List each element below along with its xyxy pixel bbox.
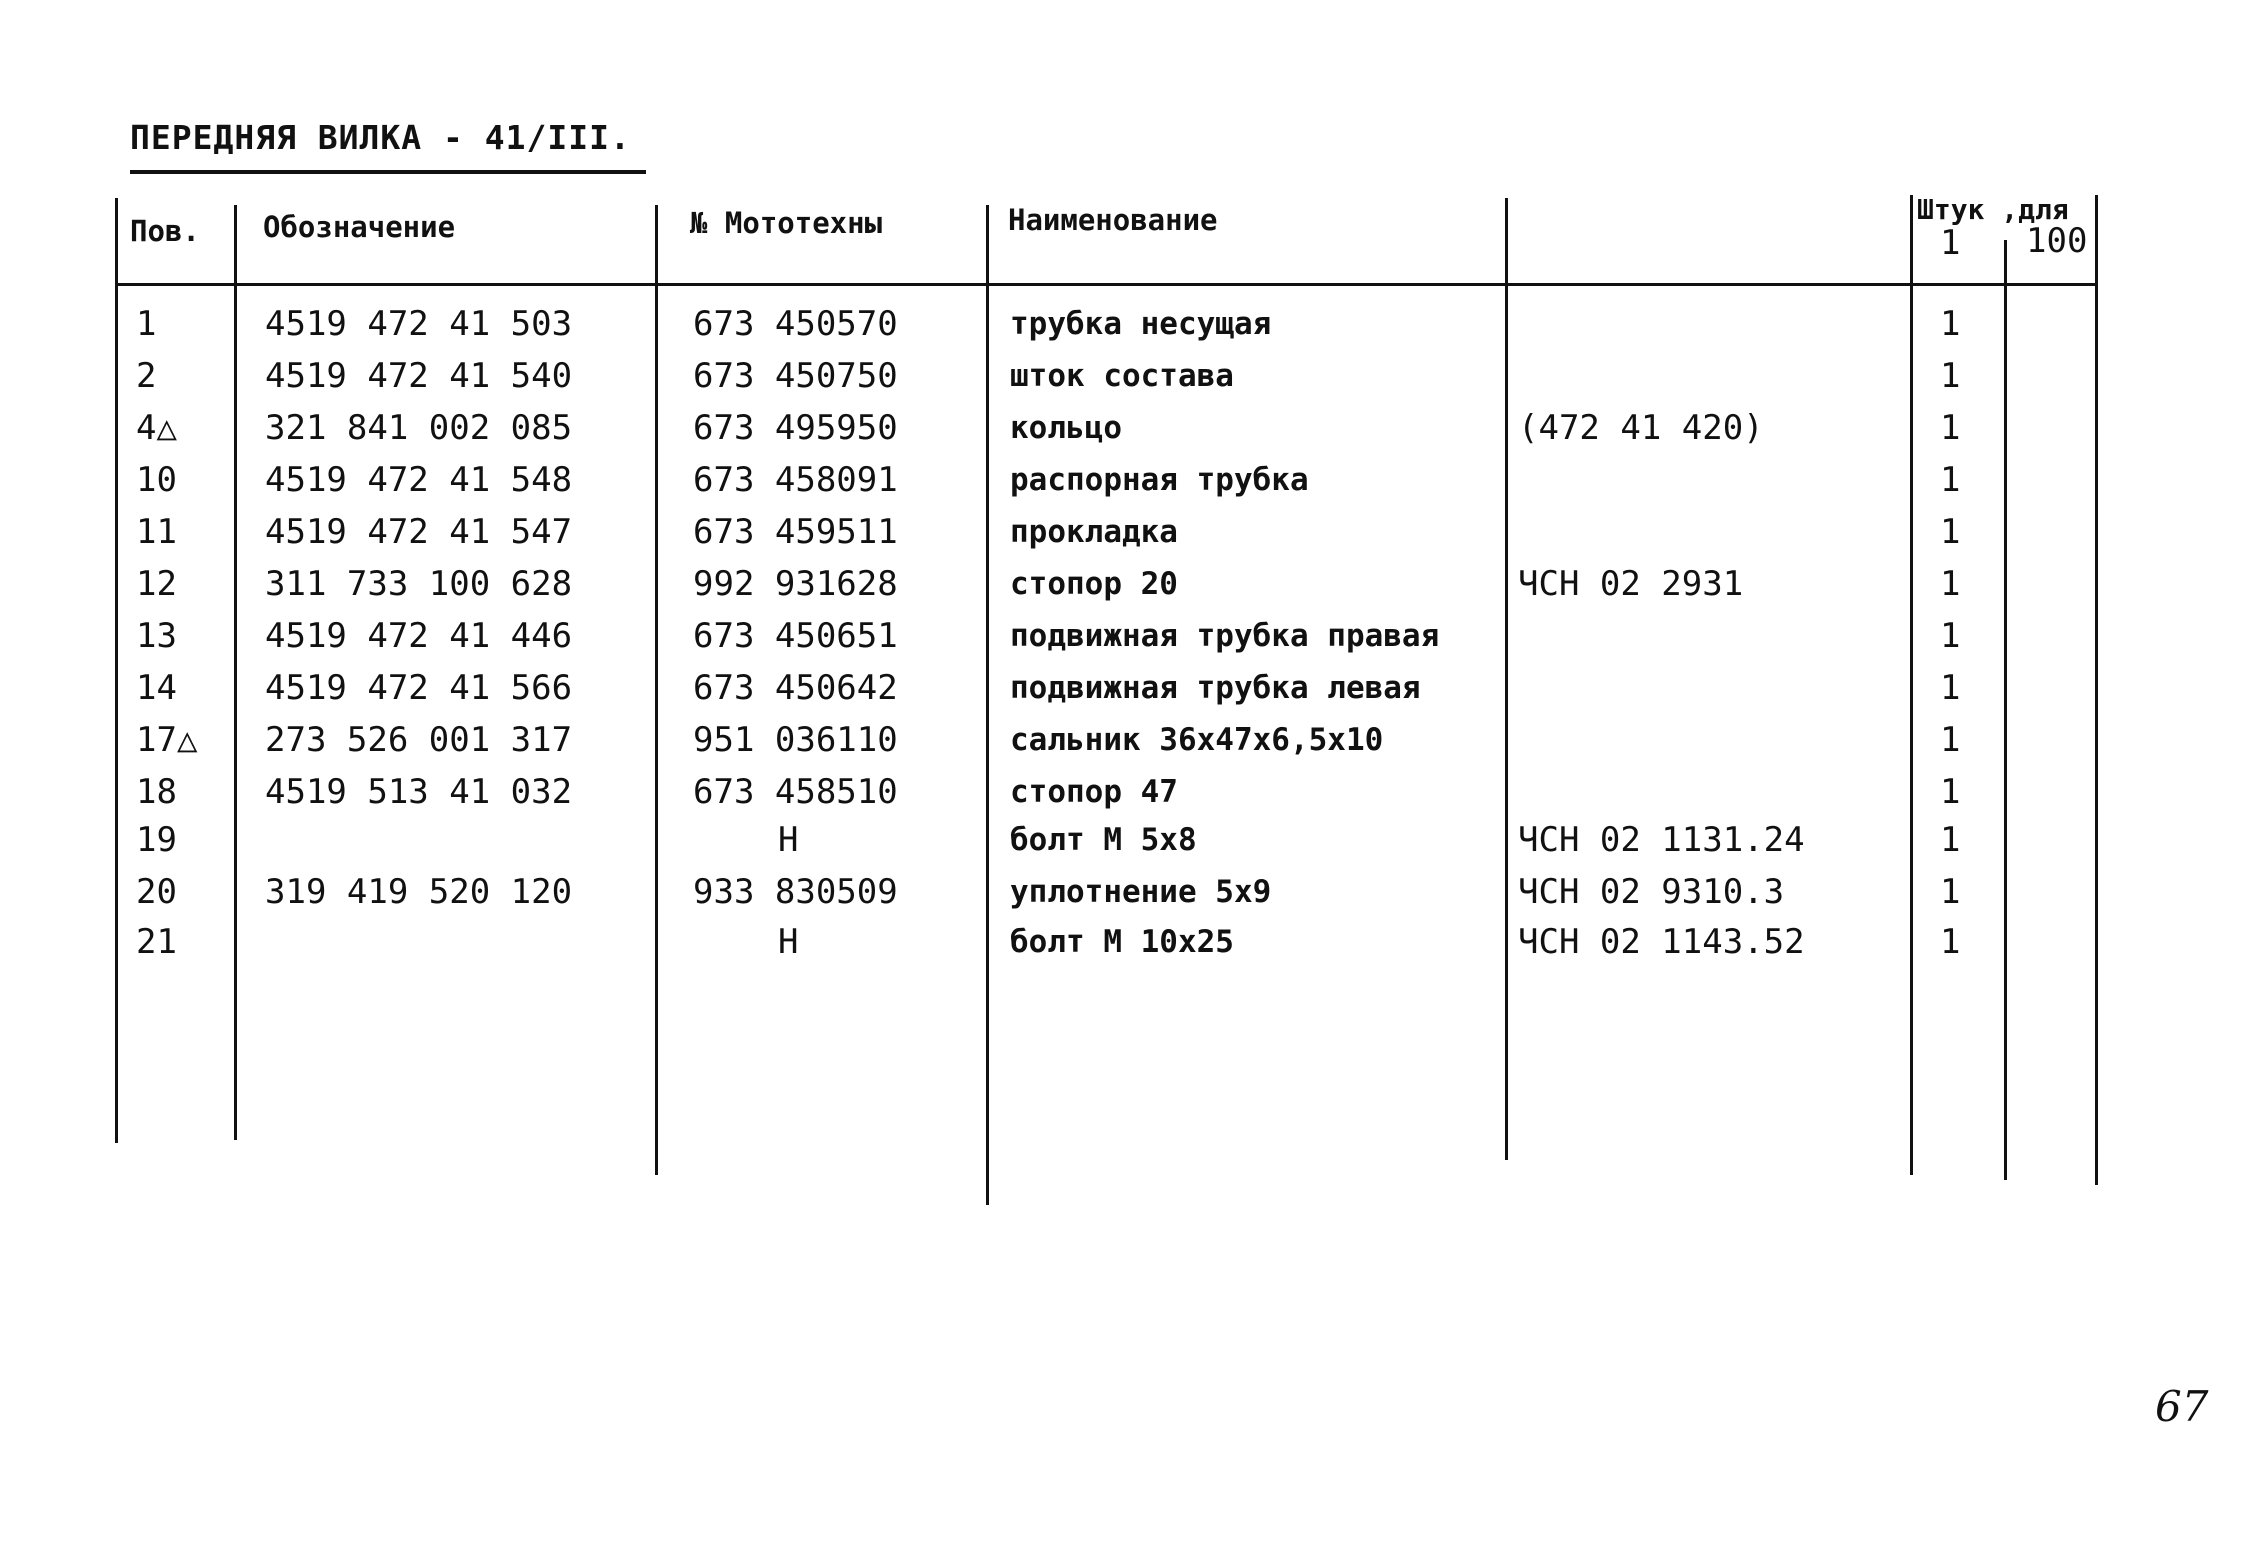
header-qty-group: Штук ,для xyxy=(1917,193,2069,226)
cell-name: распорная трубка xyxy=(1010,462,1309,498)
cell-pos: 19 xyxy=(136,820,177,860)
cell-qty-1: 1 xyxy=(1940,460,1961,500)
cell-mototechna: 673 450570 xyxy=(693,304,898,344)
cell-qty-1: 1 xyxy=(1940,720,1961,760)
header-designation: Обозначение xyxy=(263,210,456,244)
cell-note: ЧСН 02 2931 xyxy=(1518,564,1744,604)
cell-mototechna: 673 450750 xyxy=(693,356,898,396)
cell-name: стопор 47 xyxy=(1010,774,1178,810)
cell-designation: 4519 472 41 548 xyxy=(265,460,573,500)
cell-qty-1: 1 xyxy=(1940,922,1961,962)
cell-pos: 1 xyxy=(136,304,157,344)
header-qty-1: 1 xyxy=(1940,223,1961,263)
cell-name: болт М 10х25 xyxy=(1010,924,1234,960)
cell-mototechna: 951 036110 xyxy=(693,720,898,760)
cell-mototechna: 673 458091 xyxy=(693,460,898,500)
cell-pos: 2 xyxy=(136,356,157,396)
cell-name: кольцо xyxy=(1010,410,1122,446)
cell-pos: 17△ xyxy=(136,720,198,760)
cell-qty-1: 1 xyxy=(1940,616,1961,656)
column-divider-qty xyxy=(2004,240,2007,1180)
cell-mototechna: 673 495950 xyxy=(693,408,898,448)
cell-designation: 4519 472 41 540 xyxy=(265,356,573,396)
cell-note: ЧСН 02 1143.52 xyxy=(1518,922,1805,962)
cell-name: трубка несущая xyxy=(1010,306,1272,342)
cell-pos: 13 xyxy=(136,616,177,656)
cell-designation: 273 526 001 317 xyxy=(265,720,573,760)
cell-name: стопор 20 xyxy=(1010,566,1178,602)
cell-mototechna: 933 830509 xyxy=(693,872,898,912)
column-divider-pos xyxy=(234,205,237,1140)
cell-name: уплотнение 5х9 xyxy=(1010,874,1272,910)
cell-name: прокладка xyxy=(1010,514,1178,550)
cell-mototechna: Н xyxy=(778,820,799,860)
cell-qty-1: 1 xyxy=(1940,564,1961,604)
column-divider-designation xyxy=(655,205,658,1175)
cell-note: (472 41 420) xyxy=(1518,408,1764,448)
column-divider-name xyxy=(1505,198,1508,1160)
cell-designation: 4519 513 41 032 xyxy=(265,772,573,812)
cell-name: болт М 5х8 xyxy=(1010,822,1197,858)
cell-pos: 11 xyxy=(136,512,177,552)
cell-name: подвижная трубка левая xyxy=(1010,670,1421,706)
page-number: 67 xyxy=(2155,1382,2209,1431)
cell-mototechna: Н xyxy=(778,922,799,962)
cell-name: шток состава xyxy=(1010,358,1234,394)
cell-name: подвижная трубка правая xyxy=(1010,618,1440,654)
cell-mototechna: 673 458510 xyxy=(693,772,898,812)
cell-pos: 20 xyxy=(136,872,177,912)
cell-designation: 4519 472 41 503 xyxy=(265,304,573,344)
cell-mototechna: 673 450651 xyxy=(693,616,898,656)
table-right-border xyxy=(2095,195,2098,1185)
cell-qty-1: 1 xyxy=(1940,304,1961,344)
cell-designation: 4519 472 41 547 xyxy=(265,512,573,552)
cell-pos: 14 xyxy=(136,668,177,708)
cell-mototechna: 673 450642 xyxy=(693,668,898,708)
cell-qty-1: 1 xyxy=(1940,356,1961,396)
header-name: Наименование xyxy=(1008,203,1218,237)
cell-pos: 18 xyxy=(136,772,177,812)
cell-designation: 321 841 002 085 xyxy=(265,408,573,448)
column-divider-mototechna xyxy=(986,205,989,1205)
cell-designation: 311 733 100 628 xyxy=(265,564,573,604)
page-title: ПЕРЕДНЯЯ ВИЛКА - 41/III. xyxy=(130,118,631,157)
column-divider-note xyxy=(1910,195,1913,1175)
title-underline xyxy=(130,170,646,174)
table-left-border xyxy=(115,198,118,1143)
cell-mototechna: 673 459511 xyxy=(693,512,898,552)
header-rule xyxy=(115,283,2098,286)
cell-note: ЧСН 02 9310.3 xyxy=(1518,872,1785,912)
header-mototechna: № Мототехны xyxy=(690,206,883,240)
cell-qty-1: 1 xyxy=(1940,512,1961,552)
cell-pos: 21 xyxy=(136,922,177,962)
cell-note: ЧСН 02 1131.24 xyxy=(1518,820,1805,860)
cell-designation: 4519 472 41 566 xyxy=(265,668,573,708)
cell-designation: 4519 472 41 446 xyxy=(265,616,573,656)
cell-mototechna: 992 931628 xyxy=(693,564,898,604)
cell-name: сальник 36х47х6,5х10 xyxy=(1010,722,1384,758)
cell-pos: 4△ xyxy=(136,408,177,448)
cell-designation: 319 419 520 120 xyxy=(265,872,573,912)
cell-qty-1: 1 xyxy=(1940,772,1961,812)
cell-pos: 12 xyxy=(136,564,177,604)
header-pos: Пов. xyxy=(130,214,200,248)
cell-qty-1: 1 xyxy=(1940,408,1961,448)
cell-qty-1: 1 xyxy=(1940,872,1961,912)
cell-qty-1: 1 xyxy=(1940,668,1961,708)
cell-qty-1: 1 xyxy=(1940,820,1961,860)
header-qty-100: 100 xyxy=(2026,221,2088,261)
cell-pos: 10 xyxy=(136,460,177,500)
